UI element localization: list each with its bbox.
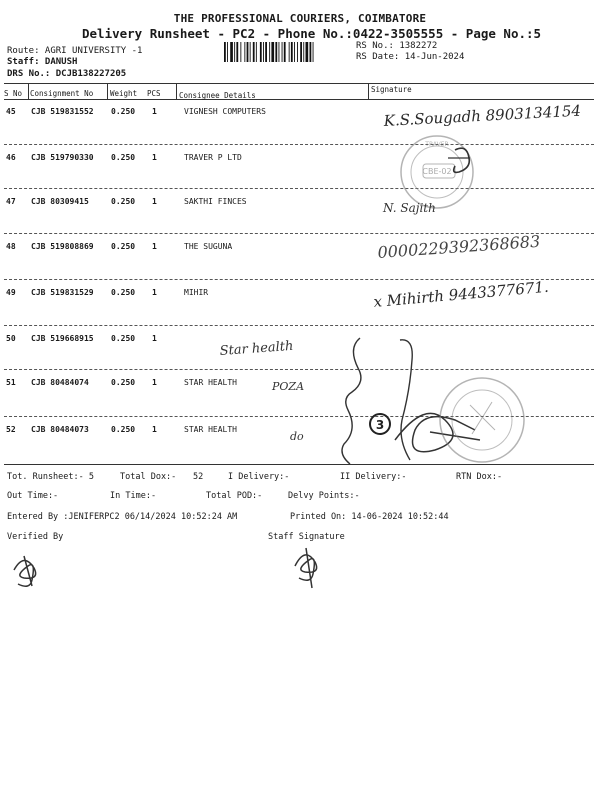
row-sno: 51 (6, 378, 16, 387)
row-consignment: CJB 519808869 (31, 242, 94, 251)
row-pcs: 1 (152, 242, 157, 251)
ii-delivery: II Delivery:- (340, 472, 407, 482)
row-pcs: 1 (152, 334, 157, 343)
row-weight: 0.250 (111, 425, 136, 434)
row-weight: 0.250 (111, 197, 136, 206)
row-weight: 0.250 (111, 153, 136, 162)
brace-icon (400, 340, 412, 460)
row-sno: 52 (6, 425, 16, 434)
total-dox-label: Total Dox:- (120, 472, 177, 482)
entered-by: Entered By :JENIFERPC2 06/14/2024 10:52:24 AM (7, 512, 238, 522)
company-name: THE PROFESSIONAL COURIERS, COIMBATORE (173, 12, 427, 25)
company-stamp-icon (401, 136, 473, 208)
note-row-49: x Mihirth 9443377671. (372, 277, 550, 311)
route: Route: AGRI UNIVERSITY -1 (7, 46, 143, 56)
note-row-45: K.S.Sougadh 8903134154 (383, 101, 582, 130)
signature-row-46-icon (454, 148, 470, 172)
total-dox-value: 52 (193, 472, 204, 482)
i-delivery: I Delivery:- (228, 472, 290, 482)
row-consignment: CJB 519668915 (31, 334, 94, 343)
row-sno: 48 (6, 242, 16, 251)
printed-on: Printed On: 14-06-2024 10:52:44 (290, 512, 449, 522)
stamp2-center: 3 (375, 418, 385, 432)
row-weight: 0.250 (111, 334, 136, 343)
row-weight: 0.250 (111, 288, 136, 297)
row-sno: 49 (6, 288, 16, 297)
row-sno: 50 (6, 334, 16, 343)
row-consignee: THE SUGUNA (184, 242, 233, 251)
runsheet-title: Delivery Runsheet - PC2 - Phone No.:0422-3505555 - Page No.:5 (82, 26, 542, 41)
note-row-48: 0000229392368683 (376, 231, 541, 262)
row-sno: 46 (6, 153, 16, 162)
col-consignment: Consignment No (30, 89, 94, 98)
row-consignee: STAR HEALTH (184, 425, 237, 434)
brace-icon (342, 338, 361, 464)
staff-signature-icon (295, 548, 317, 588)
note-row-47: N. Sajith (383, 201, 436, 215)
row-consignee: TRAVER P LTD (184, 153, 242, 162)
in-time: In Time:- (110, 491, 157, 501)
row-consignment: CJB 80309415 (31, 197, 89, 206)
row-pcs: 1 (152, 288, 157, 297)
rs-date: RS Date: 14-Jun-2024 (356, 52, 465, 62)
row-consignment: CJB 80484073 (31, 425, 89, 434)
row-weight: 0.250 (111, 107, 136, 116)
row-consignment: CJB 80484074 (31, 378, 89, 387)
col-pcs: PCS (147, 89, 161, 98)
row-consignment: CJB 519831552 (31, 107, 94, 116)
row-pcs: 1 (152, 153, 157, 162)
row-consignee: STAR HEALTH (184, 378, 237, 387)
staff-signature-label: Staff Signature (268, 532, 345, 542)
row-pcs: 1 (152, 197, 157, 206)
out-time: Out Time:- (7, 491, 59, 501)
delvy-points: Delvy Points:- (288, 491, 360, 501)
rs-number: RS No.: 1382272 (356, 41, 438, 51)
total-pod: Total POD:- (206, 491, 263, 501)
drs-number: DRS No.: DCJB138227205 (7, 69, 127, 79)
row-pcs: 1 (152, 378, 157, 387)
rtn-dox: RTN Dox:- (456, 472, 503, 482)
tot-runsheet: Tot. Runsheet:- 5 (7, 472, 94, 482)
staff-name: Staff: DANUSH (7, 57, 78, 67)
row-consignment: CJB 519790330 (31, 153, 94, 162)
note-row-50: Star health (219, 338, 294, 359)
col-signature: Signature (371, 85, 412, 94)
col-weight: Weight (110, 89, 138, 98)
stamp1-center: CBE-02 (422, 167, 452, 176)
row-consignee: MIHIR (184, 288, 209, 297)
stamp1-top: TRAVER (425, 141, 449, 148)
row-pcs: 1 (152, 425, 157, 434)
row-weight: 0.250 (111, 242, 136, 251)
note-row-52: do (290, 430, 304, 443)
row-sno: 45 (6, 107, 16, 116)
verified-by: Verified By (7, 532, 64, 542)
note-row-51: POZA (272, 380, 305, 393)
row-sno: 47 (6, 197, 16, 206)
row-weight: 0.250 (111, 378, 136, 387)
row-consignee: VIGNESH COMPUTERS (184, 107, 266, 116)
row-consignee: SAKTHI FINCES (184, 197, 247, 206)
col-consignee: Consignee Details (179, 91, 256, 100)
col-sno: S No (4, 89, 23, 98)
row-pcs: 1 (152, 107, 157, 116)
row-consignment: CJB 519831529 (31, 288, 94, 297)
verified-signature-icon (14, 556, 36, 586)
